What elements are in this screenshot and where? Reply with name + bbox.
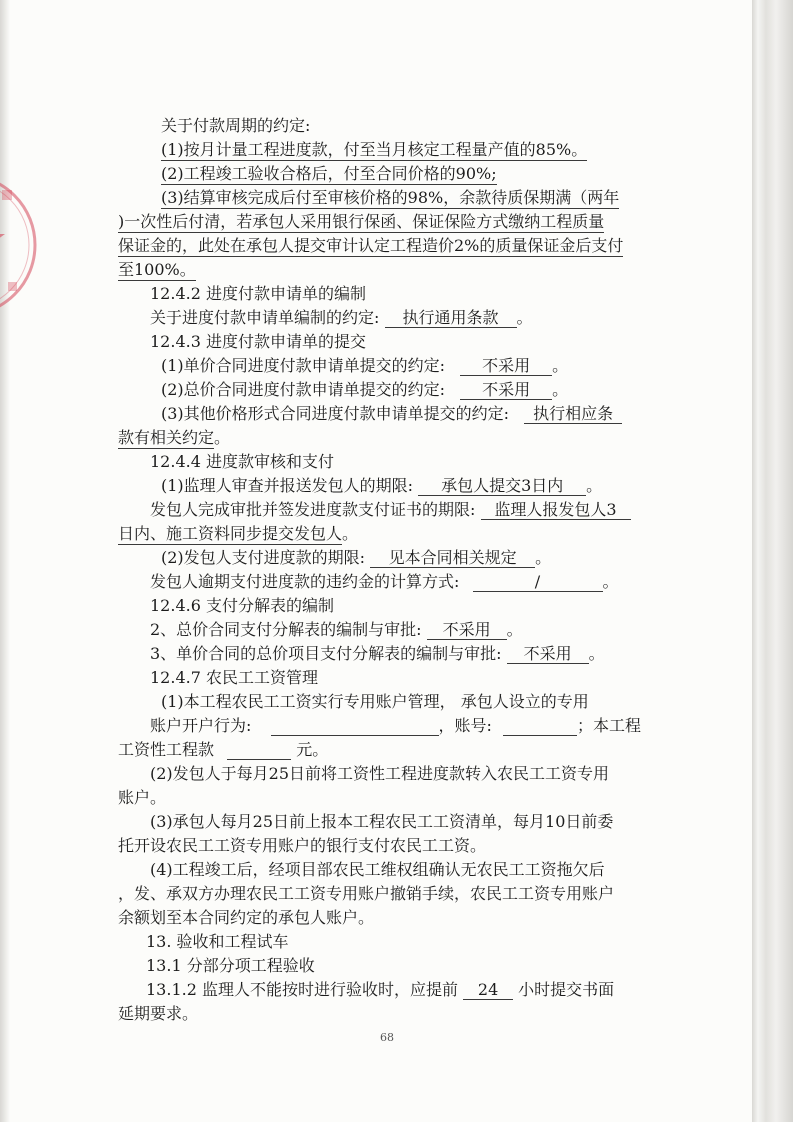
period: 。: [552, 356, 569, 375]
clause-label: (3)其他价格形式合同进度付款申请单提交的约定:: [161, 404, 510, 423]
clause-label: (1)单价合同进度付款申请单提交的约定:: [161, 356, 446, 375]
section-heading: 12.4.3 进度付款申请单的提交: [150, 332, 366, 351]
clause-label: 2、总价合同支付分解表的编制与审批:: [150, 620, 422, 639]
underlined-clause: )一次性后付清，若承包人采用银行保函、保证保险方式缴纳工程质量: [118, 212, 605, 231]
text-line: 关于付款周期的约定:: [161, 116, 311, 135]
clause-label: 发包人完成审批并签发进度款支付证书的期限:: [150, 500, 476, 519]
section-heading: 12.4.6 支付分解表的编制: [150, 596, 334, 615]
period: 。: [552, 380, 569, 399]
wage-amount-blank: [227, 740, 291, 760]
text-line: [161, 476, 602, 496]
text-line: [161, 188, 619, 208]
clause-label: 账户开户行为:: [150, 716, 252, 735]
section-heading: 13.1 分部分项工程验收: [146, 956, 315, 975]
section-heading: 12.4.7 农民工工资管理: [150, 668, 318, 687]
clause-value: 执行相应条: [524, 404, 622, 424]
text-line: [150, 644, 605, 664]
text-line: [161, 548, 551, 568]
page-stack-edge: [752, 0, 793, 1122]
text-line: [150, 620, 523, 640]
period: 。: [342, 524, 359, 543]
clause-label: 13.1.2 监理人不能按时进行验收时，应提前: [146, 980, 458, 999]
clause-value: 日内、施工资料同步提交发包人: [118, 524, 343, 543]
text-line: [118, 260, 196, 280]
text-line: 托开设农民工工资专用账户的银行支付农民工工资。: [118, 836, 487, 855]
text-line: [161, 164, 497, 184]
clause-label: (2)发包人支付进度款的期限:: [161, 548, 366, 567]
text-line: ，发、承双方办理农民工工资专用账户撤销手续，农民工工资专用账户: [118, 884, 615, 903]
text-line: [118, 212, 604, 232]
clause-label: 发包人逾期支付进度款的违约金的计算方式:: [150, 572, 460, 591]
page-number: 68: [380, 1031, 394, 1044]
clause-value: 执行通用条款: [385, 308, 517, 328]
clause-value: /: [473, 572, 603, 592]
period: 。: [506, 620, 523, 639]
underlined-clause: 保证金的，此处在承包人提交审计认定工程造价2%的质量保证金后支付: [118, 236, 624, 255]
underlined-clause: 至100%。: [118, 260, 196, 279]
clause-label: 关于进度付款申请单编制的约定:: [150, 308, 380, 327]
text-line: [150, 572, 619, 592]
account-number-blank: [503, 716, 577, 736]
period: 。: [588, 644, 605, 663]
text-line: [161, 140, 587, 160]
clause-value: 款有相关约定: [118, 428, 215, 447]
text-line: [146, 980, 614, 1000]
underlined-clause: (1)按月计量工程进度款，付至当月核定工程量产值的85%。: [161, 140, 588, 159]
period: 。: [602, 572, 619, 591]
text-line: [118, 524, 358, 544]
clause-value: 不采用: [460, 380, 552, 400]
clause-label: (1)监理人审查并报送发包人的期限:: [161, 476, 414, 495]
text-line: 延期要求。: [118, 1004, 199, 1023]
clause-value: 监理人报发包人3: [481, 500, 631, 520]
period: 。: [535, 548, 552, 567]
clause-label: 3、单价合同的总价项目支付分解表的编制与审批:: [150, 644, 502, 663]
clause-value: 不采用: [460, 356, 552, 376]
text-line: [161, 356, 568, 376]
text-line: [118, 236, 623, 256]
text-line: (3)承包人每月25日前上报本工程农民工工资清单，每月10日前委: [150, 812, 614, 831]
section-heading: 12.4.2 进度付款申请单的编制: [150, 284, 366, 303]
text-line: 余额划至本合同约定的承包人账户。: [118, 908, 375, 927]
text-line: (4)工程竣工后，经项目部农民工维权组确认无农民工工资拖欠后: [150, 860, 605, 879]
clause-value: 不采用: [427, 620, 507, 640]
section-heading: 13. 验收和工程试车: [146, 932, 289, 951]
binding-shadow: [0, 0, 10, 1122]
text-line: (2)发包人于每月25日前将工资性工程进度款转入农民工工资专用: [150, 764, 610, 783]
text-line: [161, 380, 568, 400]
clause-value: 24: [463, 980, 513, 1000]
period: 。: [586, 476, 603, 495]
text-line: (1)本工程农民工工资实行专用账户管理， 承包人设立的专用: [161, 692, 589, 711]
period: 。: [516, 308, 533, 327]
clause-value: 见本合同相关规定: [370, 548, 535, 568]
red-seal-stamp: [0, 170, 38, 320]
text-line: [118, 740, 328, 760]
underlined-clause: (3)结算审核完成后付至审核价格的98%，余款待质保期满（两年: [161, 188, 620, 207]
bank-name-blank: [271, 716, 439, 736]
clause-label: (2)总价合同进度付款申请单提交的约定:: [161, 380, 446, 399]
underlined-clause: (2)工程竣工验收合格后，付至合同价格的90%;: [161, 164, 497, 183]
clause-label: ，账号:: [438, 716, 492, 735]
clause-label: ；本工程: [577, 716, 642, 735]
clause-label: 工资性工程款: [118, 740, 215, 759]
text-line: 账户。: [118, 788, 167, 807]
text-line: [118, 428, 230, 448]
text-line: [150, 500, 631, 520]
clause-label: 元。: [296, 740, 329, 759]
clause-value: 不采用: [507, 644, 589, 664]
text-line: [150, 308, 533, 328]
clause-value: 承包人提交3日内: [418, 476, 586, 496]
clause-label: 小时提交书面: [518, 980, 615, 999]
text-line: [161, 404, 622, 424]
section-heading: 12.4.4 进度款审核和支付: [150, 452, 334, 471]
text-line: [150, 716, 641, 736]
period: 。: [214, 428, 231, 447]
